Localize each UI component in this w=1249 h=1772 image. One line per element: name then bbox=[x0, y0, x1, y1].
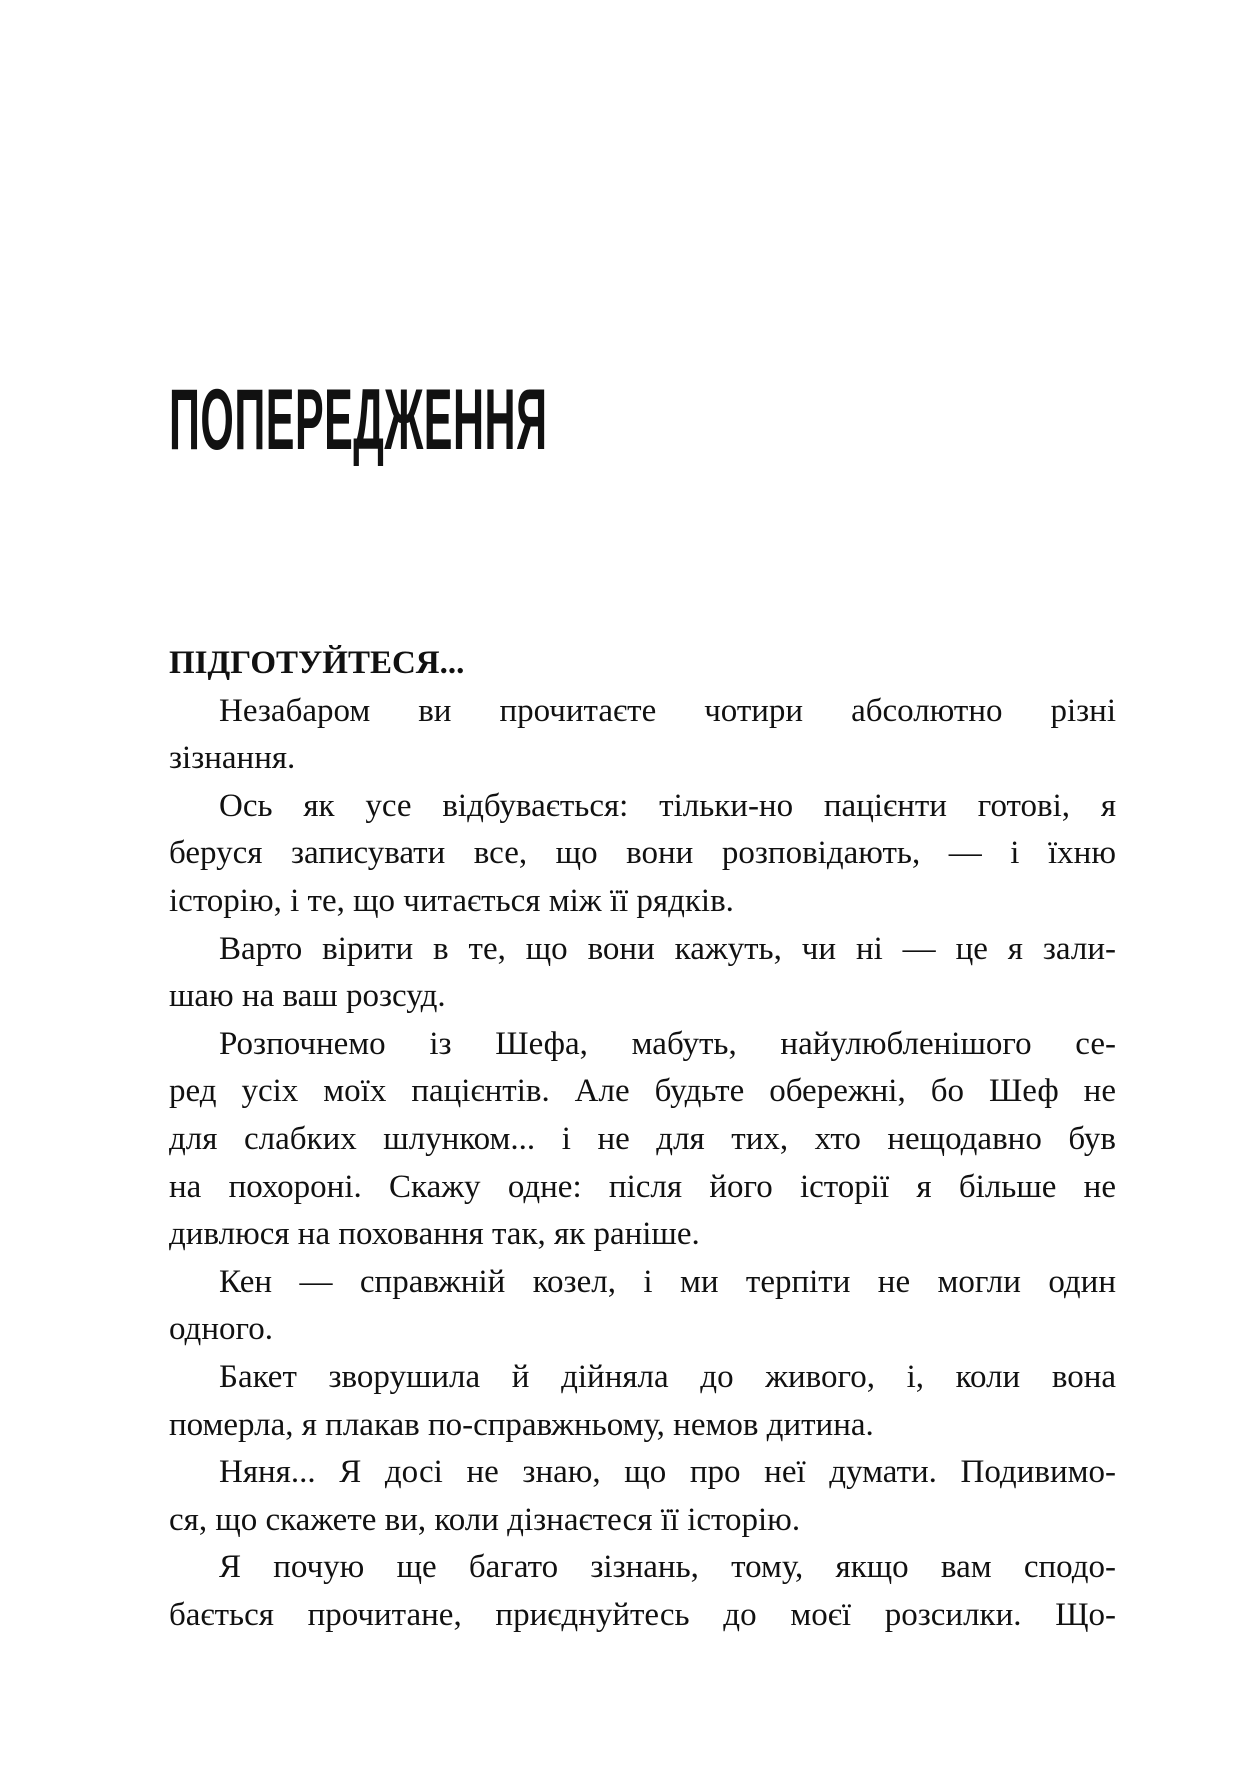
text-line: Кен — справжній козел, і ми терпіти не могли один bbox=[219, 1263, 1116, 1300]
text-line: ся, що скажете ви, коли дізнаєтеся її історію. bbox=[169, 1501, 801, 1538]
body-text bbox=[169, 640, 1116, 1639]
text-line: для слабких шлунком... і не для тих, хто нещодавно був bbox=[169, 1120, 1116, 1157]
text-line: Розпочнемо із Шефа, мабуть, найулюбленішого се- bbox=[219, 1025, 1116, 1062]
chapter-title: ПОПЕРЕДЖЕННЯ bbox=[169, 372, 548, 468]
text-line: історію, і те, що читається між її рядків. bbox=[169, 882, 734, 919]
text-line: беруся записувати все, що вони розповідають, — і їхню bbox=[169, 835, 1116, 872]
text-line: Ось як усе відбувається: тільки-но пацієнти готові, я bbox=[219, 787, 1116, 824]
text-line: Бакет зворушила й дійняла до живого, і, коли вона bbox=[219, 1358, 1116, 1395]
text-line: ред усіх моїх пацієнтів. Але будьте обережні, бо Шеф не bbox=[169, 1073, 1116, 1110]
section-heading: ПІДГОТУЙТЕСЯ... bbox=[169, 645, 465, 681]
text-line: Незабаром ви прочитаєте чотири абсолютно різні bbox=[219, 692, 1116, 729]
text-line: Я почую ще багато зізнань, тому, якщо вам сподо- bbox=[219, 1549, 1116, 1586]
text-line: Няня... Я досі не знаю, що про неї думати. Подивимо- bbox=[219, 1454, 1116, 1491]
text-line: бається прочитане, приєднуйтесь до моєї розсилки. Що- bbox=[169, 1596, 1116, 1633]
text-line: зізнання. bbox=[169, 740, 296, 777]
text-line: померла, я плакав по-справжньому, немов дитина. bbox=[169, 1406, 874, 1443]
text-line: одного. bbox=[169, 1311, 273, 1348]
text-line: дивлюся на поховання так, як раніше. bbox=[169, 1216, 700, 1253]
text-line: шаю на ваш розсуд. bbox=[169, 978, 446, 1015]
text-line: на похороні. Скажу одне: після його історії я більше не bbox=[169, 1168, 1116, 1205]
text-line: Варто вірити в те, що вони кажуть, чи ні — це я зали- bbox=[219, 930, 1116, 967]
